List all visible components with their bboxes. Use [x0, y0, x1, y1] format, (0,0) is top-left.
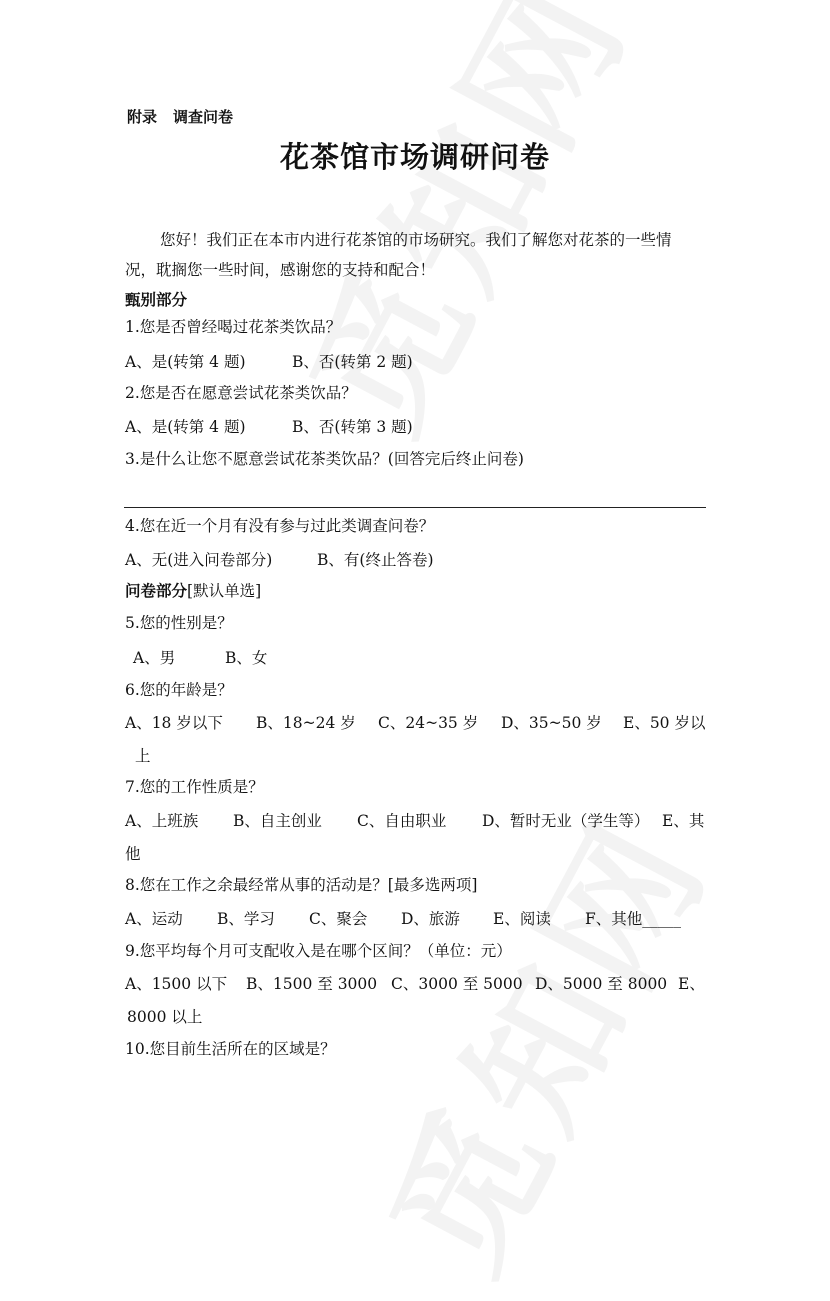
- q9-option-c: C、3000 至 5000: [391, 975, 523, 993]
- q8-option-a: A、运动: [125, 910, 183, 928]
- screening-heading: 甄别部分: [125, 291, 188, 309]
- q5-option-b: B、女: [225, 649, 268, 667]
- q9-option-e: E、: [678, 975, 705, 993]
- questionnaire-heading: [125, 580, 261, 602]
- q6-option-b: B、18~24 岁: [256, 714, 356, 732]
- question-9: 9.您平均每个月可支配收入是在哪个区间？（单位：元）: [125, 942, 512, 960]
- q8-option-c: C、聚会: [309, 910, 368, 928]
- q6-option-a: A、18 岁以下: [125, 714, 223, 732]
- question-3: 3.是什么让您不愿意尝试花茶类饮品？(回答完后终止问卷): [125, 450, 524, 468]
- q8-option-d: D、旅游: [401, 910, 460, 928]
- watermark: [330, 776, 746, 1301]
- q7-option-c: C、自由职业: [357, 812, 447, 830]
- question-1: 1.您是否曾经喝过花茶类饮品？: [125, 318, 342, 336]
- q6-option-e: E、50 岁以: [623, 714, 706, 732]
- q9-option-e-wrap: 8000 以上: [127, 1008, 203, 1026]
- q1-option-b: B、否(转第 2 题): [292, 353, 413, 371]
- q7-option-d: D、暂时无业（学生等）: [482, 812, 650, 830]
- q9-option-a: A、1500 以下: [125, 975, 228, 993]
- q6-option-d: D、35~50 岁: [501, 714, 602, 732]
- questionnaire-heading-note: [默认单选]: [187, 582, 262, 600]
- question-4: 4.您在近一个月有没有参与过此类调查问卷？: [125, 517, 435, 535]
- intro-line-2: 况，耽搁您一些时间，感谢您的支持和配合！: [125, 261, 436, 279]
- q8-option-e: E、阅读: [493, 910, 551, 928]
- q5-option-a: A、男: [133, 649, 176, 667]
- q4-option-a: A、无(进入问卷部分): [125, 551, 273, 569]
- questionnaire-heading-label: 问卷部分: [125, 582, 188, 600]
- question-5: 5.您的性别是？: [125, 614, 233, 632]
- appendix-label: 附录: [127, 108, 158, 126]
- q9-option-d: D、5000 至 8000: [535, 975, 668, 993]
- q6-option-c: C、24~35 岁: [378, 714, 479, 732]
- q7-option-e: E、其: [662, 812, 705, 830]
- appendix-title: 调查问卷: [173, 108, 234, 126]
- question-10: 10.您目前生活所在的区域是？: [125, 1040, 336, 1058]
- q9-option-b: B、1500 至 3000: [246, 975, 378, 993]
- q6-option-e-wrap: 上: [135, 747, 151, 765]
- question-7: 7.您的工作性质是？: [125, 778, 264, 796]
- q4-option-b: B、有(终止答卷): [317, 551, 434, 569]
- q7-option-b: B、自主创业: [233, 812, 322, 830]
- q2-option-a: A、是(转第 4 题): [125, 418, 246, 436]
- q7-option-e-wrap: 他: [125, 845, 141, 863]
- page-title: 花茶馆市场调研问卷: [279, 140, 550, 174]
- appendix-heading: [127, 106, 233, 127]
- question-8: 8.您在工作之余最经常从事的活动是？[最多选两项]: [125, 876, 478, 894]
- question-6: 6.您的年龄是？: [125, 681, 233, 699]
- q1-option-a: A、是(转第 4 题): [125, 353, 246, 371]
- intro-line-1: 您好！我们正在本市内进行花茶馆的市场研究。我们了解您对花茶的一些情: [160, 231, 672, 249]
- question-2: 2.您是否在愿意尝试花茶类饮品？: [125, 384, 357, 402]
- q2-option-b: B、否(转第 3 题): [292, 418, 413, 436]
- q8-option-b: B、学习: [217, 910, 275, 928]
- q7-option-a: A、上班族: [125, 812, 199, 830]
- answer-line: [124, 507, 706, 508]
- q8-option-f: F、其他_____: [585, 910, 682, 928]
